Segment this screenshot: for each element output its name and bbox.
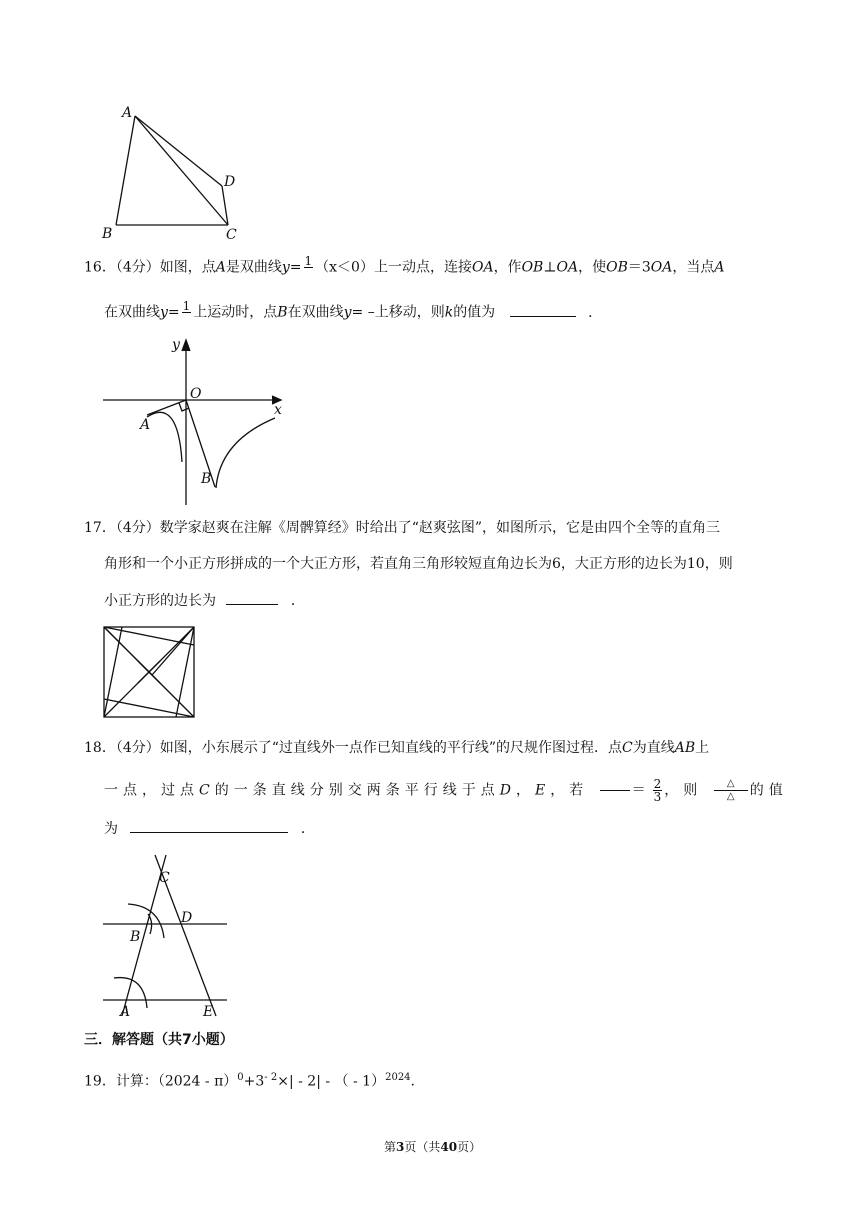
answer-blank-18[interactable]	[130, 818, 288, 833]
label-b: B	[130, 929, 141, 945]
arc-at-a	[114, 978, 147, 1008]
figure-zhao-shuang-diagram	[102, 625, 197, 720]
label-e: E	[203, 1004, 214, 1020]
page-footer: 第3页（共40页）	[384, 1140, 482, 1154]
label-y: y	[172, 337, 180, 353]
question-16-line-2: 在双曲线y= 1 上运动时，点B在双曲线y= –上移动，则k的值为 ．	[104, 300, 602, 325]
label-c: C	[159, 870, 170, 886]
question-17-line-3: 小正方形的边长为 ．	[104, 590, 305, 611]
section-heading: 三．解答题（共7小题）	[84, 1032, 234, 1048]
label-c: C	[226, 227, 237, 243]
question-19: 19．计算：$(2024 - \pi)^0+3^{- 2}\times| - 2|$ - （ - 1）$^{2024}$.	[84, 1072, 415, 1090]
question-17-line-1: 17．（4分）数学家赵爽在注解《周髀算经》时给出了“赵爽弦图”，如图所示，它是由四个全等的直角三	[84, 520, 721, 536]
question-18-line-3: 为 ．	[104, 818, 315, 839]
label-b: B	[102, 226, 113, 242]
y-axis-arrow	[182, 340, 190, 351]
fraction-1-over-x-2: 1	[182, 299, 191, 313]
label-d: D	[224, 174, 236, 190]
label-a: A	[120, 1004, 131, 1020]
fraction-blank	[600, 778, 630, 803]
answer-blank-17[interactable]	[226, 590, 278, 605]
segment-ab	[116, 116, 135, 225]
figure-hyperbola-axes	[100, 335, 290, 510]
label-x: x	[274, 402, 282, 418]
hyperbola-branch-a	[147, 412, 182, 462]
figure-quadrilateral-abcd	[100, 100, 260, 245]
answer-blank-16[interactable]	[510, 302, 576, 317]
hyperbola-branch-b	[216, 418, 275, 488]
label-a: A	[122, 105, 133, 121]
hyp-4	[104, 627, 122, 717]
question-17-line-2: 角形和一个小正方形拼成的一个大正方形，若直角三角形较短直角边长为6，大正方形的边长为10，则	[104, 556, 733, 572]
label-b: B	[201, 471, 212, 487]
hyp-3	[104, 699, 194, 717]
question-18-line-1: 18．（4分）如图，小东展示了“过直线外一点作已知直线的平行线”的尺规作图过程．点C为直线AB上	[84, 740, 710, 756]
figure-parallel-construction	[100, 850, 235, 1020]
question-18-line-2: 一点，过点C的一条直线分别交两条平行线于点D，E，若 ＝ $\frac{2}{3}$ ，则 $\frac{\triangle}{\triangle}$ 的值	[104, 777, 788, 804]
segment-ad	[135, 116, 222, 186]
fraction-two-thirds: $\frac{2}{3}$	[653, 777, 662, 804]
label-o: O	[190, 386, 202, 402]
label-a: A	[140, 417, 151, 433]
label-d: D	[181, 910, 193, 926]
question-16-line-1: 16．（4分）如图，点A是双曲线y= 1 （x＜0）上一动点，连接OA，作OB⊥OA，使OB＝3OA，当点A	[84, 255, 725, 280]
fraction-triangles: $\frac{\triangle}{\triangle}$	[714, 778, 748, 803]
segment-ac	[135, 116, 228, 225]
hyp-2	[176, 627, 194, 717]
fraction-1-over-x: 1	[304, 254, 313, 268]
